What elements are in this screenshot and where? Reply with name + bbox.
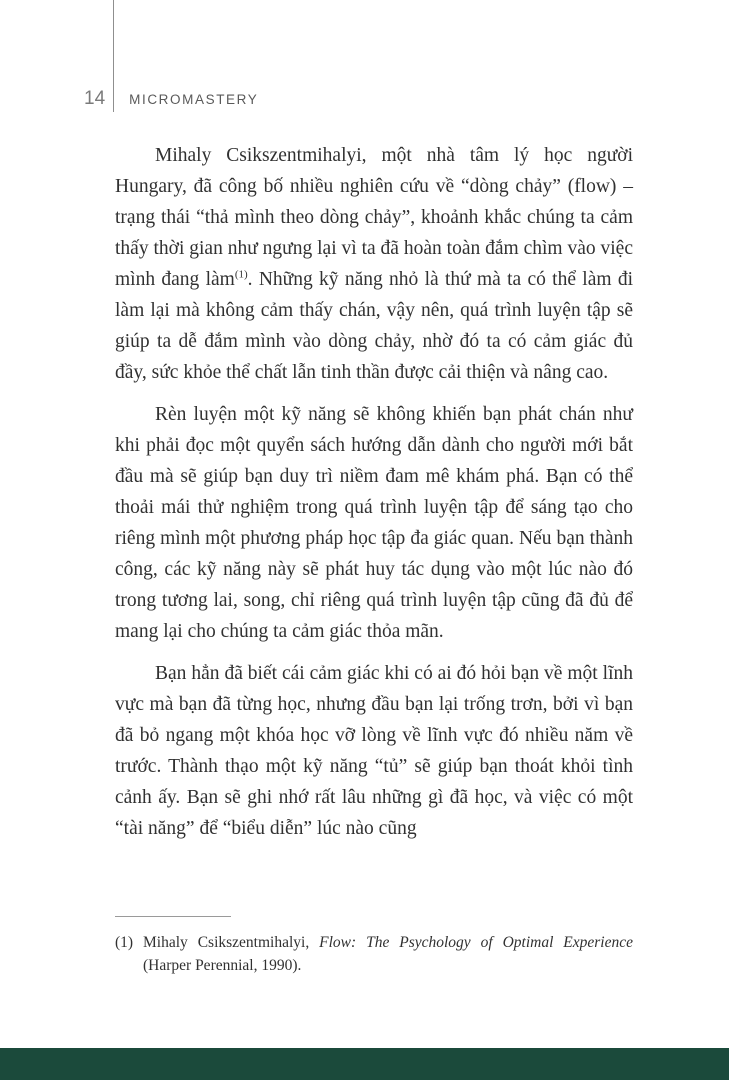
page-header xyxy=(84,88,258,110)
footnote-reference: (1) xyxy=(234,268,248,281)
body-text xyxy=(115,140,633,855)
page-number: 14 xyxy=(84,88,106,109)
footnote-book-title: Flow: The Psychology of Optimal Experience xyxy=(319,934,634,951)
footnote-text xyxy=(115,931,633,977)
footnote-marker: (1) xyxy=(115,934,134,951)
footnote-author: Mihaly Csikszentmihalyi, xyxy=(143,934,320,951)
paragraph-3: Bạn hẳn đã biết cái cảm giác khi có ai đó hỏi bạn về một lĩnh vực mà bạn đã từng học, nhưng đầu bạn lại trống trơn, bởi vì bạn đã bỏ ngang một khóa học vỡ lòng về lĩnh vực đó nhiều năm về trước. Thành thạo một kỹ năng “tủ” sẽ giúp bạn thoát khỏi tình cảnh ấy. Bạn sẽ ghi nhớ rất lâu những gì đã học, và việc có một “tài năng” để “biểu diễn” lúc nào cũng xyxy=(115,663,633,839)
paragraph-1 xyxy=(115,140,633,388)
footnote-publisher: (Harper Perennial, 1990). xyxy=(143,957,302,974)
paragraph-1-text: Mihaly Csikszentmihalyi, một nhà tâm lý học người Hungary, đã công bố nhiều nghiên cứu về “dòng chảy” (flow) – trạng thái “thả mình theo dòng chảy”, khoảnh khắc chúng ta cảm thấy thời gian như ngưng lại vì ta đã hoàn toàn đắm chìm vào việc mình đang làm xyxy=(115,145,633,290)
paragraph-1-text-continued: . Những kỹ năng nhỏ là thứ mà ta có thể làm đi làm lại mà không cảm thấy chán, vậy nên, quá trình luyện tập sẽ giúp ta dễ đắm mình vào dòng chảy, nhờ đó ta có cảm giác đủ đầy, sức khỏe thể chất lẫn tinh thần được cải thiện và nâng cao. xyxy=(115,269,633,383)
footer-color-bar xyxy=(0,1048,729,1080)
paragraph-2: Rèn luyện một kỹ năng sẽ không khiến bạn phát chán như khi phải đọc một quyển sách hướng dẫn dành cho người mới bắt đầu mà sẽ giúp bạn duy trì niềm đam mê khám phá. Bạn có thể thoải mái thử nghiệm trong quá trình luyện tập để sáng tạo cho riêng mình một phương pháp học tập đa giác quan. Nếu bạn thành công, các kỹ năng này sẽ phát huy tác dụng vào một lúc nào đó trong tương lai, song, chỉ riêng quá trình luyện tập cũng đã đủ để mang lại cho chúng ta cảm giác thỏa mãn. xyxy=(115,404,633,642)
book-title: MICROMASTERY xyxy=(129,92,259,107)
footnote-section xyxy=(115,916,633,977)
footnote-divider xyxy=(115,916,231,917)
